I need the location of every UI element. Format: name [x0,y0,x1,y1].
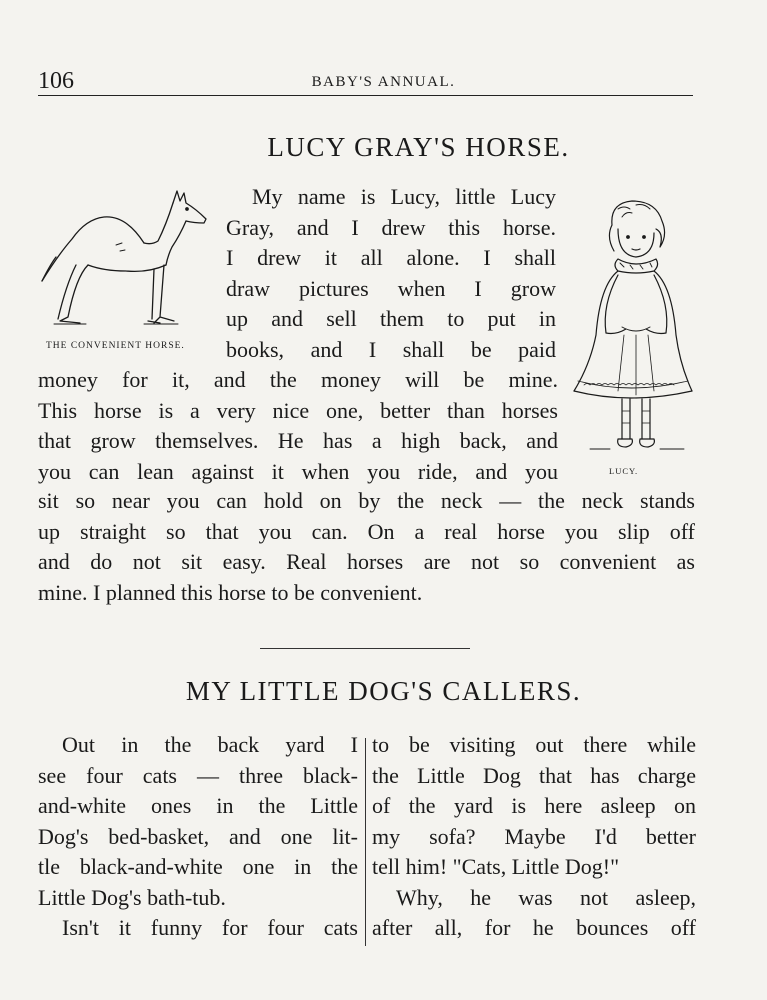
text-line: books, and I shall be paid [226,336,556,362]
text-line: tle black-and-white one in the [38,854,358,879]
text-line: Gray, and I drew this horse. [226,214,556,240]
text-line: Why, he was not asleep, [396,884,696,910]
text-line: draw pictures when I grow [226,275,556,301]
lucy-illustration [560,195,700,465]
text-line: mine. I planned this horse to be convenient. [38,579,423,605]
story1-paragraph-full [38,486,695,608]
page-number: 106 [38,68,74,94]
text-line: after all, for he bounces off [372,915,696,940]
text-line: that grow themselves. He has a high back, and [38,428,558,453]
text-line: money for it, and the money will be mine. [38,367,558,392]
text-line: sit so near you can hold on by the neck — the neck stands [38,488,695,513]
lucy-caption: LUCY. [609,466,639,476]
text-line: Dog's bed-basket, and one lit- [38,823,358,849]
story1-paragraph-top [226,182,556,365]
horse-illustration [36,185,216,330]
story-title-my-little-dogs-callers: MY LITTLE DOG'S CALLERS. [185,676,582,706]
text-line: up straight so that you can. On a real horse you slip off [38,518,695,544]
text-line: you can lean against it when you ride, and you [38,458,558,484]
running-head: BABY'S ANNUAL. [311,74,456,90]
story2-right-column [372,730,696,944]
text-line: Little Dog's bath-tub. [38,884,226,910]
horse-caption: THE CONVENIENT HORSE. [46,341,185,351]
text-line: up and sell them to put in [226,306,556,331]
story1-paragraph-middle [38,365,558,487]
text-line: to be visiting out there while [372,732,696,757]
section-divider [260,648,470,649]
story-title-lucy-grays-horse: LUCY GRAY'S HORSE. [267,132,570,162]
text-line: and-white ones in the Little [38,793,358,818]
story2-left-column [38,730,358,944]
text-line: my sofa? Maybe I'd better [372,823,696,849]
text-line: My name is Lucy, little Lucy [252,184,556,209]
text-line: and do not sit easy. Real horses are not so convenient as [38,549,695,574]
text-line: the Little Dog that has charge [372,762,696,788]
text-line: tell him! "Cats, Little Dog!" [372,854,620,879]
header-rule [38,95,693,96]
column-divider [365,738,366,946]
text-line: I drew it all alone. I shall [226,245,556,270]
text-line: Isn't it funny for four cats [62,915,358,940]
text-line: of the yard is here asleep on [372,793,696,818]
text-line: see four cats — three black- [38,762,358,788]
text-line: Out in the back yard I [62,732,358,757]
text-line: This horse is a very nice one, better than horses [38,397,558,423]
